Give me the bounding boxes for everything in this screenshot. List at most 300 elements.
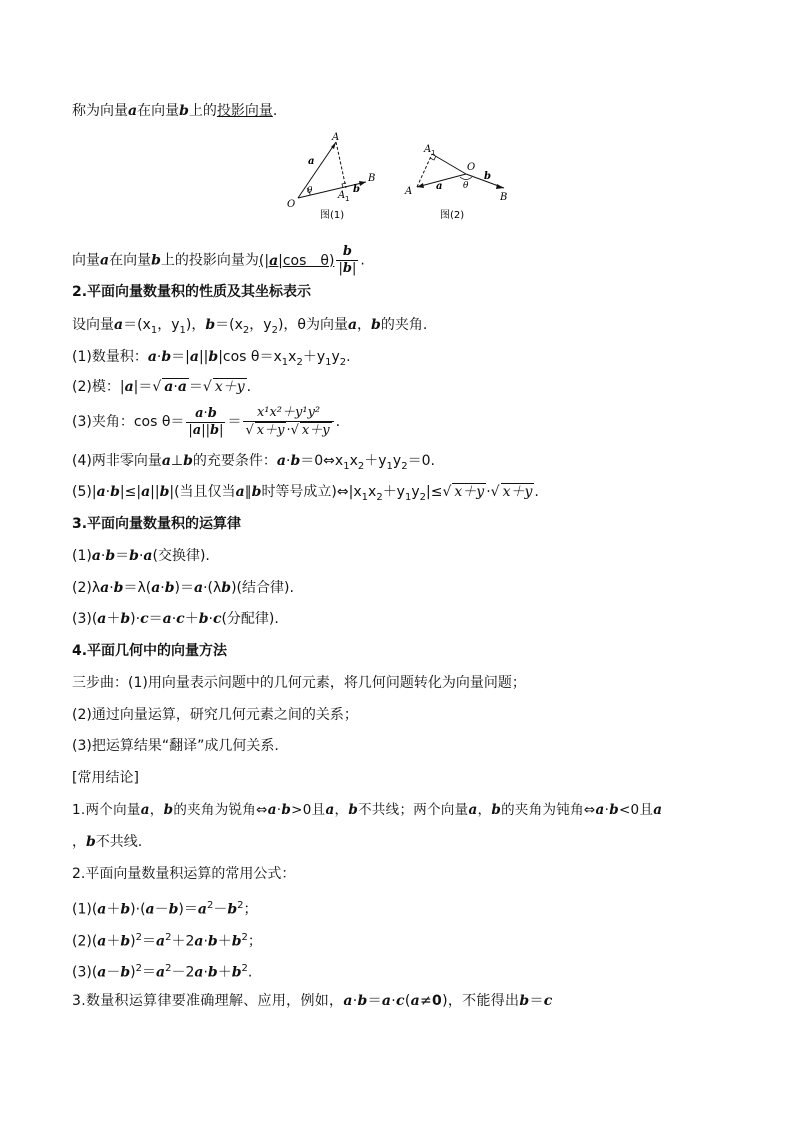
vector-a: a [145, 901, 155, 918]
text: 3.数量积运算律要准确理解、应用，例如， [72, 993, 344, 1009]
vector-b: b [159, 484, 170, 500]
text: ； [247, 933, 262, 950]
text: 的夹角为锐角⇔ [173, 802, 268, 818]
text: (1)数量积： [72, 349, 148, 365]
subscript: 1 [325, 356, 332, 368]
text: ＝λ( [123, 580, 152, 596]
conclusion-2-title: 2.平面向量数量积运算的常用公式： [72, 866, 296, 882]
text: · [208, 611, 213, 627]
text: || [150, 484, 160, 500]
text: . [360, 252, 365, 269]
text: · [286, 453, 291, 469]
vector-a: a [140, 802, 150, 818]
text: )· [130, 611, 141, 627]
sqrt-symbol: √ [290, 423, 299, 438]
text: 的夹角为钝角⇔ [501, 802, 596, 818]
subscript: 2 [419, 491, 427, 503]
subscript: 2 [357, 460, 365, 472]
sqrt-symbol: √ [152, 379, 162, 395]
vector-b: b [231, 933, 242, 950]
angle-fraction-2 [243, 405, 333, 439]
projection-vector-term: 投影向量 [216, 103, 273, 119]
vector-b: b [357, 993, 368, 1009]
vector-a: a [347, 317, 358, 333]
text: )＝ [178, 901, 198, 918]
text: (1) [72, 548, 92, 564]
vector-a: a [162, 611, 172, 627]
figure-1 [287, 132, 375, 221]
text: <0且 [618, 802, 654, 818]
sqrt-a-dot-a [162, 378, 189, 395]
text: ，y [249, 317, 272, 333]
vector-b: b [183, 453, 193, 469]
vector-b: b [120, 933, 131, 950]
text: x [368, 484, 377, 500]
text: 时等号成立)⇔|x [261, 484, 362, 500]
fraction-denominator: b [342, 261, 352, 276]
text: · [173, 379, 178, 395]
vector-b: b [231, 964, 242, 981]
vector-b: b [290, 453, 301, 469]
sqrt-symbol: √ [442, 484, 452, 500]
text: ， [149, 802, 164, 818]
subscript: 2 [271, 324, 278, 336]
text: ， [72, 834, 86, 850]
sqrt-term: x＋y [301, 423, 330, 438]
vector-a: a [124, 379, 134, 395]
text: ＝| [171, 349, 190, 365]
vector-b: b [207, 933, 218, 950]
text: · [160, 580, 165, 596]
subscript: 2 [296, 356, 303, 368]
vector-b: b [251, 484, 262, 500]
text: 上的投影向量为 [160, 252, 259, 269]
text: . [534, 484, 539, 500]
label-O: O [287, 199, 296, 210]
text: || [198, 349, 209, 365]
text: · [171, 611, 177, 627]
text: (3)夹角：cos θ＝ [72, 414, 185, 430]
vector-a: a [114, 317, 124, 333]
text: ＋y [364, 453, 387, 469]
vector-a: a [97, 933, 107, 950]
vector-b: b [120, 611, 131, 627]
vector-b: b [210, 422, 220, 438]
text: · [138, 548, 144, 564]
text: · [352, 993, 358, 1009]
text: ＝0. [407, 453, 435, 469]
text: (1)( [72, 901, 98, 918]
angle-fraction-1 [186, 406, 225, 439]
label-A1-subscript: 1 [431, 149, 436, 157]
vector-a: a [468, 802, 478, 818]
vector-a: a [381, 993, 392, 1009]
vector-b: b [205, 317, 216, 333]
text: (| [258, 252, 270, 269]
vector-a: a [156, 964, 166, 981]
fraction-numerator: b [336, 244, 358, 261]
exponent: 2 [206, 900, 214, 911]
subscript: 1 [343, 460, 350, 472]
text: ≠ [420, 993, 433, 1009]
conclusion-1-continuation [72, 832, 142, 852]
vector-b: b [281, 802, 292, 818]
subscript: 1 [281, 356, 289, 368]
vector-a: a [194, 933, 204, 950]
vector-b: b [491, 802, 502, 818]
text: y [331, 349, 340, 365]
label-O: O [467, 162, 476, 173]
vector-a: a [192, 422, 202, 438]
label-a: a [308, 156, 315, 167]
arrow-head [496, 184, 504, 189]
text: (2)λ [72, 580, 101, 596]
vector-b: b [207, 964, 218, 981]
vector-a: a [194, 580, 204, 596]
vector-c: c [212, 611, 222, 627]
text: (2)( [72, 933, 98, 950]
vector-a-line [298, 142, 336, 198]
text: )，不能得出 [442, 993, 520, 1009]
text: ＋ [106, 611, 121, 627]
fraction-numerator: x¹x²＋y¹y² [243, 405, 333, 422]
text: －2 [171, 964, 195, 981]
text: · [203, 405, 208, 421]
label-B: B [500, 192, 508, 203]
text: · [604, 802, 610, 818]
distributive-law-line [72, 609, 279, 629]
three-steps-line-3: (3)把运算结果“翻译”成几何关系. [72, 738, 279, 754]
text: · [109, 580, 114, 596]
text: (4)两非零向量 [72, 453, 162, 469]
text: ( [404, 993, 411, 1009]
section-3-title: 3.平面向量数量积的运算律 [72, 516, 242, 532]
text: ； [243, 901, 258, 918]
dot-product-line [72, 347, 351, 373]
text: ，y [157, 317, 180, 333]
vector-b: b [151, 252, 161, 269]
exponent: 2 [165, 932, 172, 943]
text: · [203, 933, 208, 950]
text: . [247, 964, 253, 981]
subscript: 1 [361, 491, 369, 503]
text: ， [357, 317, 372, 333]
text: ＝(x [123, 317, 151, 333]
text: 在向量 [137, 103, 180, 119]
vector-b: b [120, 901, 131, 918]
label-A: A [332, 132, 340, 143]
text: )， [185, 317, 206, 333]
text: x [288, 349, 297, 365]
text: · [156, 349, 162, 365]
text: ＋y [302, 349, 326, 365]
vector-a: a [235, 484, 245, 500]
text: | [338, 261, 343, 276]
vector-a: a [195, 405, 204, 421]
label-b: b [353, 184, 360, 195]
text: · [105, 484, 111, 500]
text: ＝ [227, 414, 242, 430]
text: x [349, 453, 358, 469]
text: (5)| [72, 484, 97, 500]
text: ＋ [217, 933, 232, 950]
text: )＝ [174, 580, 194, 596]
text: (分配律). [221, 611, 279, 627]
label-A1: A [424, 144, 432, 155]
vector-a: a [151, 580, 161, 596]
label-theta: θ [463, 181, 469, 191]
subscript: 2 [401, 460, 408, 472]
modulus-line [72, 377, 251, 397]
text: ) [130, 964, 136, 981]
vector-definition-line [72, 315, 427, 341]
text: 设向量 [72, 317, 114, 333]
text: ＝ [148, 611, 163, 627]
vector-a: a [276, 453, 286, 469]
figure-2-caption: 图(2) [440, 210, 465, 221]
text: ＝ [529, 993, 544, 1009]
vector-a: a [97, 611, 107, 627]
text: ∥ [244, 484, 252, 500]
text: (2)模：| [72, 379, 125, 395]
text: ⊥ [170, 453, 184, 469]
sqrt-symbol: √ [245, 423, 254, 438]
vector-b: b [179, 103, 189, 119]
exponent: 2 [135, 963, 143, 974]
text: |≤| [119, 484, 142, 500]
text: || [201, 422, 210, 438]
text: ＋2 [171, 933, 195, 950]
label-theta: θ [307, 186, 313, 196]
vector-c: c [140, 611, 149, 627]
text: )，θ为向量 [277, 317, 348, 333]
text: 向量 [72, 252, 100, 269]
vector-a: a [147, 349, 157, 365]
commutative-law-line [72, 546, 210, 566]
text: 在向量 [109, 252, 152, 269]
vector-a: a [156, 933, 166, 950]
text: ＋ [106, 901, 121, 918]
figure-1-caption: 图(1) [320, 210, 345, 221]
text: |cos θ) [278, 252, 335, 269]
section-2-title: 2.平面向量数量积的性质及其坐标表示 [72, 284, 312, 300]
text: ＝ [142, 933, 157, 950]
subscript: 1 [150, 324, 158, 336]
text: . [346, 349, 351, 365]
vector-c: c [543, 993, 553, 1009]
text: ＝ [115, 548, 130, 564]
label-a: a [436, 181, 443, 192]
vector-b: b [609, 802, 619, 818]
vector-a: a [97, 901, 107, 918]
vector-a: a [97, 964, 107, 981]
text: － [106, 964, 121, 981]
text: ＝(x [215, 317, 243, 333]
vector-b: b [161, 349, 172, 365]
text: 的夹角. [380, 317, 428, 333]
text: . [335, 414, 341, 430]
text: | [351, 261, 357, 276]
perpendicular-condition-line [72, 451, 435, 477]
text: . [272, 103, 278, 119]
text: ＝ [142, 964, 157, 981]
text: |cos θ＝x [218, 349, 282, 365]
text: |(当且仅当 [169, 484, 236, 500]
vector-a: a [595, 802, 605, 818]
vector-b: b [198, 611, 209, 627]
text: ， [477, 802, 492, 818]
vector-b: b [168, 901, 179, 918]
label-A1: A [338, 190, 346, 201]
sqrt-symbol: √ [490, 484, 500, 500]
text: ＋ [217, 964, 232, 981]
zero-vector: 0 [432, 993, 443, 1009]
text: 不共线. [95, 834, 143, 850]
vector-a: a [96, 484, 106, 500]
text: · [276, 802, 282, 818]
text: | [188, 422, 193, 438]
exponent: 2 [241, 932, 248, 943]
subscript: 2 [376, 491, 383, 503]
text: ＋y [382, 484, 405, 500]
vector-a: a [194, 964, 204, 981]
projection-formula [258, 244, 360, 276]
text: | [219, 422, 224, 438]
text: (3)( [72, 611, 98, 627]
exponent: 2 [241, 963, 248, 974]
vector-a: a [100, 252, 110, 269]
vector-b: b [519, 993, 530, 1009]
vector-a: a [410, 993, 421, 1009]
formula-3-line [72, 959, 252, 983]
text: (3)( [72, 964, 98, 981]
vector-a: a [164, 379, 174, 395]
perpendicular-dashed [336, 142, 346, 188]
conclusion-3-line [72, 991, 553, 1011]
projection-definition-line [72, 101, 277, 121]
sqrt-term: x＋y [502, 484, 533, 500]
vector-c: c [396, 993, 405, 1009]
text: 1.两个向量 [72, 802, 141, 818]
text: · [391, 993, 397, 1009]
vector-a: a [141, 484, 151, 500]
projection-figures [280, 130, 520, 226]
label-B: B [368, 173, 376, 184]
vector-b: b [371, 317, 381, 333]
exponent: 2 [135, 932, 143, 943]
vector-c: c [176, 611, 185, 627]
text: － [213, 901, 228, 918]
text: ·(λ [203, 580, 222, 596]
subscript: 2 [339, 356, 347, 368]
perpendicular-dashed [417, 154, 432, 187]
formula-1-line [72, 896, 258, 920]
sqrt-symbol: √ [202, 379, 212, 395]
vector-a: a [197, 901, 207, 918]
cauchy-inequality-line [72, 482, 539, 508]
text: (交换律). [152, 548, 210, 564]
text: . [246, 379, 252, 395]
vector-a: a [177, 379, 187, 395]
subscript: 1 [404, 491, 412, 503]
text: 上的 [188, 103, 217, 119]
vector-b: b [221, 580, 232, 596]
text: |≤ [426, 484, 443, 500]
text: · [203, 964, 208, 981]
vector-a: a [100, 580, 110, 596]
vector-b: b [113, 580, 124, 596]
exponent: 2 [237, 900, 244, 911]
vector-b: b [129, 548, 139, 564]
vector-b: b [164, 580, 175, 596]
sqrt-term: x＋y [256, 423, 285, 438]
subscript: 1 [179, 324, 186, 336]
vector-a: a [269, 252, 279, 269]
text: ＝ [188, 379, 203, 395]
associative-law-line [72, 578, 294, 598]
vector-a: a [143, 548, 153, 564]
subscript: 2 [242, 324, 250, 336]
vector-b: b [208, 349, 219, 365]
label-A: A [405, 186, 413, 197]
text: y [411, 484, 420, 500]
text: ) [130, 933, 136, 950]
text: ＝0⇔x [300, 453, 344, 469]
common-conclusions-heading: [常用结论] [72, 770, 139, 786]
text: y [392, 453, 402, 469]
text: ＋ [106, 933, 121, 950]
label-A1-subscript: 1 [345, 195, 350, 203]
projection-diagram [280, 130, 520, 226]
conclusion-1-line [72, 800, 662, 820]
label-b: b [484, 171, 491, 182]
exponent: 2 [165, 963, 172, 974]
sqrt-x-plus-y: x＋y [214, 379, 245, 395]
subscript: 1 [386, 460, 393, 472]
vector-a: a [128, 103, 138, 119]
text: ， [334, 802, 349, 818]
vector-b: b [227, 901, 238, 918]
text: ＋ [184, 611, 199, 627]
text: · [486, 484, 491, 500]
text: · [100, 548, 106, 564]
vector-b: b [348, 802, 359, 818]
extension-line [432, 154, 466, 174]
vector-a: a [653, 802, 663, 818]
vector-b: b [86, 834, 96, 850]
angle-arc [460, 177, 472, 180]
vector-b: b [110, 484, 120, 500]
three-steps-line-1: 三步曲：(1)用向量表示问题中的几何元素，将几何问题转化为向量问题； [72, 675, 526, 691]
angle-line [72, 404, 340, 440]
projection-formula-line [72, 244, 365, 277]
vector-a: a [325, 802, 335, 818]
text: ＝ [367, 993, 382, 1009]
sqrt-term: x＋y [454, 484, 485, 500]
text: 不共线；两个向量 [358, 802, 469, 818]
vector-b: b [120, 964, 131, 981]
text: |＝ [133, 379, 153, 395]
vector-b: b [105, 548, 116, 564]
vector-a: a [91, 548, 101, 564]
figure-2 [404, 144, 507, 221]
text: 的充要条件： [192, 453, 277, 469]
text: )(结合律). [231, 580, 294, 596]
formula-2-line [72, 928, 262, 952]
section-4-title: 4.平面几何中的向量方法 [72, 643, 228, 659]
vector-a: a [161, 453, 171, 469]
vector-b: b [163, 802, 174, 818]
